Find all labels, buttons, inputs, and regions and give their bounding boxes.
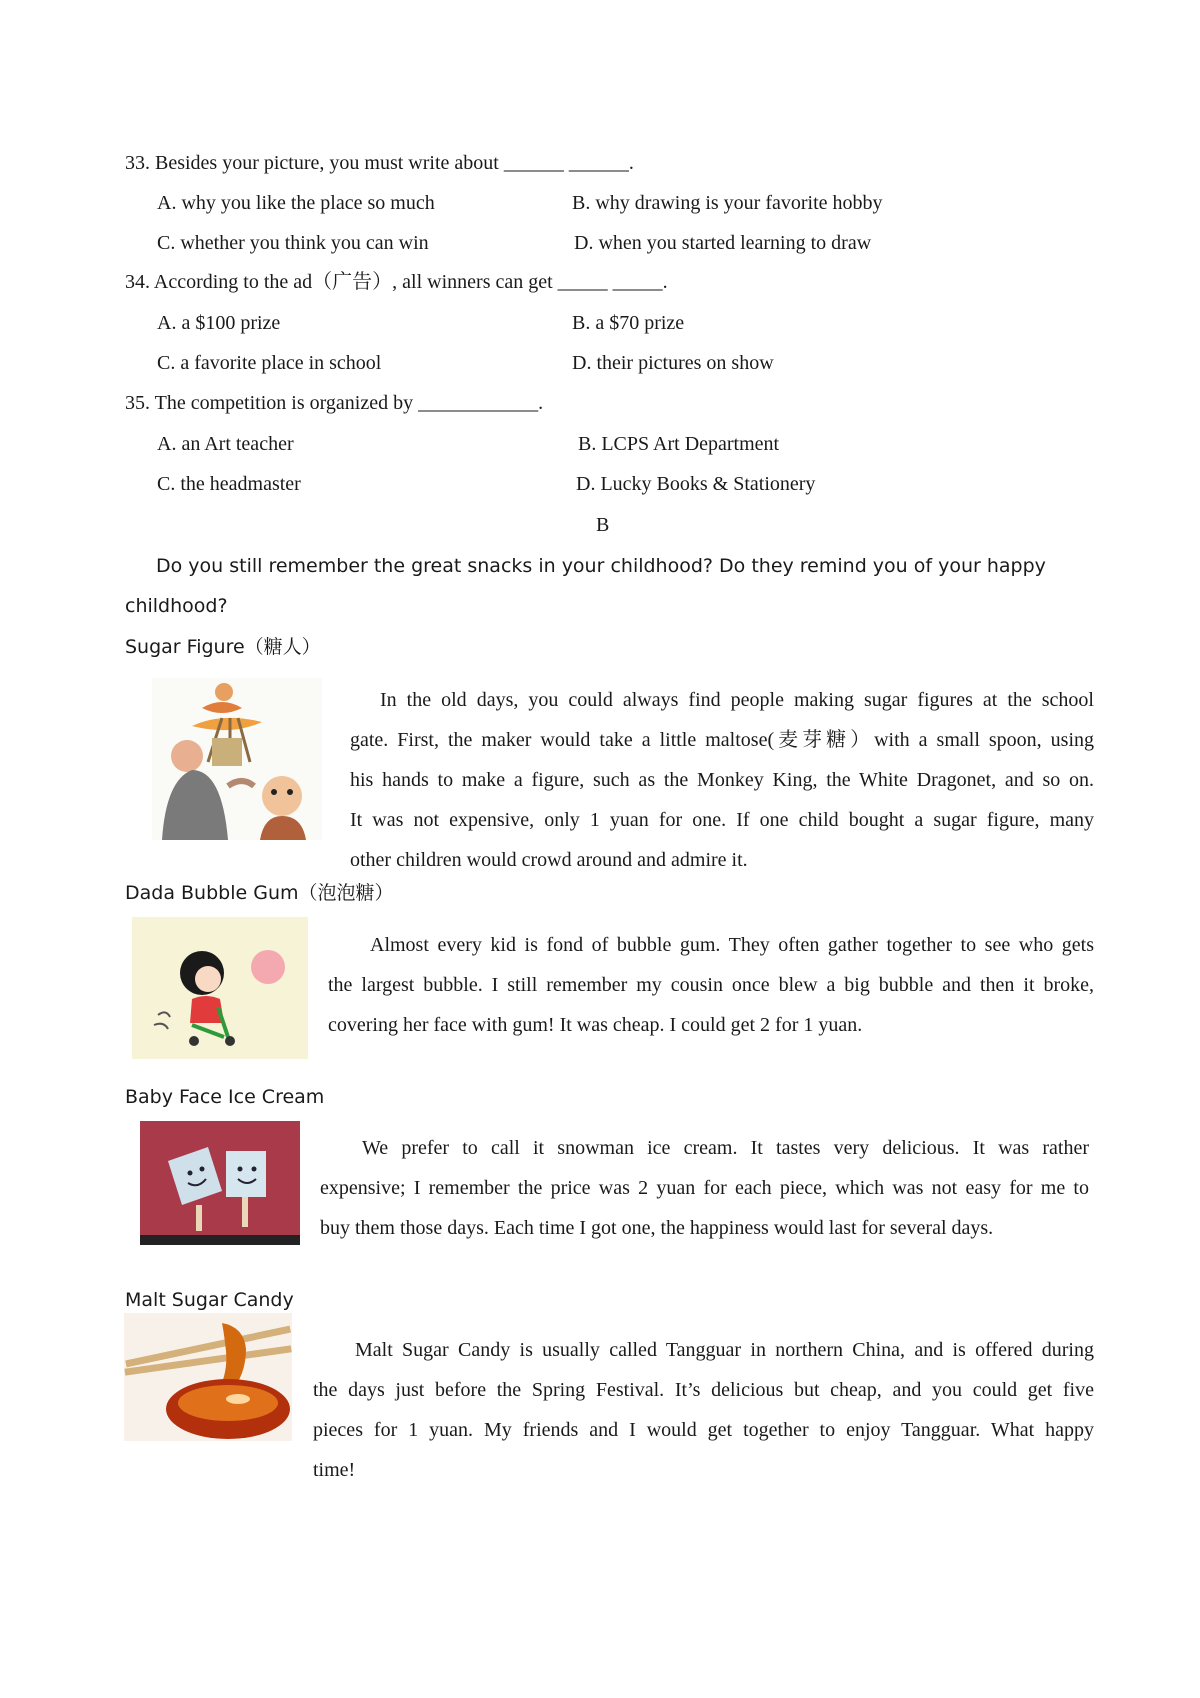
ice-cream-image (140, 1121, 300, 1245)
snack-text-malt-sugar-candy (313, 1330, 1094, 1490)
text-line: his hands to make a figure, such as the Monkey King, the White Dragonet, and so on. (350, 769, 1094, 791)
q34-option-a: A. a $100 prize (157, 312, 281, 334)
section-b-intro-line1: Do you still remember the great snacks in your childhood? Do they remind you of your happy (156, 555, 1046, 577)
q33-option-a: A. why you like the place so much (157, 192, 435, 214)
q35-option-d: D. Lucky Books & Stationery (576, 473, 816, 495)
q33-option-d: D. when you started learning to draw (574, 232, 872, 254)
snack-heading-ice-cream: Baby Face Ice Cream (125, 1086, 325, 1108)
text-line: covering her face with gum! It was cheap. I could get 2 for 1 yuan. (328, 1014, 863, 1036)
q33-option-c: C. whether you think you can win (157, 232, 429, 254)
q34-option-c: C. a favorite place in school (157, 352, 382, 374)
snack-heading-malt-sugar-candy: Malt Sugar Candy (125, 1289, 294, 1311)
q35-stem: 35. The competition is organized by ____________. (125, 392, 544, 414)
malt-sugar-candy-image (124, 1313, 292, 1441)
text-line: Almost every kid is fond of bubble gum. They often gather together to see who gets (370, 934, 1094, 956)
text-line: In the old days, you could always find people making sugar figures at the school (380, 689, 1094, 711)
snack-heading-bubble-gum: Dada Bubble Gum（泡泡糖） (125, 882, 394, 904)
text-line: time! (313, 1459, 356, 1481)
snack-heading-sugar-figure: Sugar Figure（糖人） (125, 636, 321, 658)
q34-option-d: D. their pictures on show (572, 352, 774, 374)
q35-option-a: A. an Art teacher (157, 433, 294, 455)
text-line: gate. First, the maker would take a little maltose(麦芽糖）with a small spoon, using (350, 729, 1094, 751)
section-b-intro-line2: childhood? (125, 595, 228, 617)
text-line: pieces for 1 yuan. My friends and I would get together to enjoy Tangguar. What happy (313, 1419, 1094, 1441)
snack-text-ice-cream (320, 1128, 1089, 1248)
bubble-gum-image (132, 917, 308, 1059)
text-line: Malt Sugar Candy is usually called Tangguar in northern China, and is offered during (355, 1339, 1094, 1361)
q35-option-b: B. LCPS Art Department (578, 433, 780, 455)
sugar-figure-image (152, 678, 322, 840)
snack-text-bubble-gum (328, 925, 1094, 1045)
text-line: the largest bubble. I still remember my cousin once blew a big bubble and then it broke, (328, 974, 1094, 996)
text-line: It was not expensive, only 1 yuan for one. If one child bought a sugar figure, many (350, 809, 1094, 831)
text-line: expensive; I remember the price was 2 yuan for each piece, which was not easy for me to (320, 1177, 1089, 1199)
q35-option-c: C. the headmaster (157, 473, 301, 495)
text-line: We prefer to call it snowman ice cream. It tastes very delicious. It was rather (362, 1137, 1089, 1159)
text-line: the days just before the Spring Festival. It’s delicious but cheap, and you could get five (313, 1379, 1094, 1401)
text-line: other children would crowd around and admire it. (350, 849, 748, 871)
section-b-letter: B (596, 514, 610, 536)
q34-option-b: B. a $70 prize (572, 312, 685, 334)
snack-text-sugar-figure (350, 680, 1094, 880)
q34-stem: 34. According to the ad（广告）, all winners can get _____ _____. (125, 271, 668, 293)
q33-stem: 33. Besides your picture, you must write about ______ ______. (125, 152, 634, 174)
text-line: buy them those days. Each time I got one, the happiness would last for several days. (320, 1217, 994, 1239)
q33-option-b: B. why drawing is your favorite hobby (572, 192, 883, 214)
